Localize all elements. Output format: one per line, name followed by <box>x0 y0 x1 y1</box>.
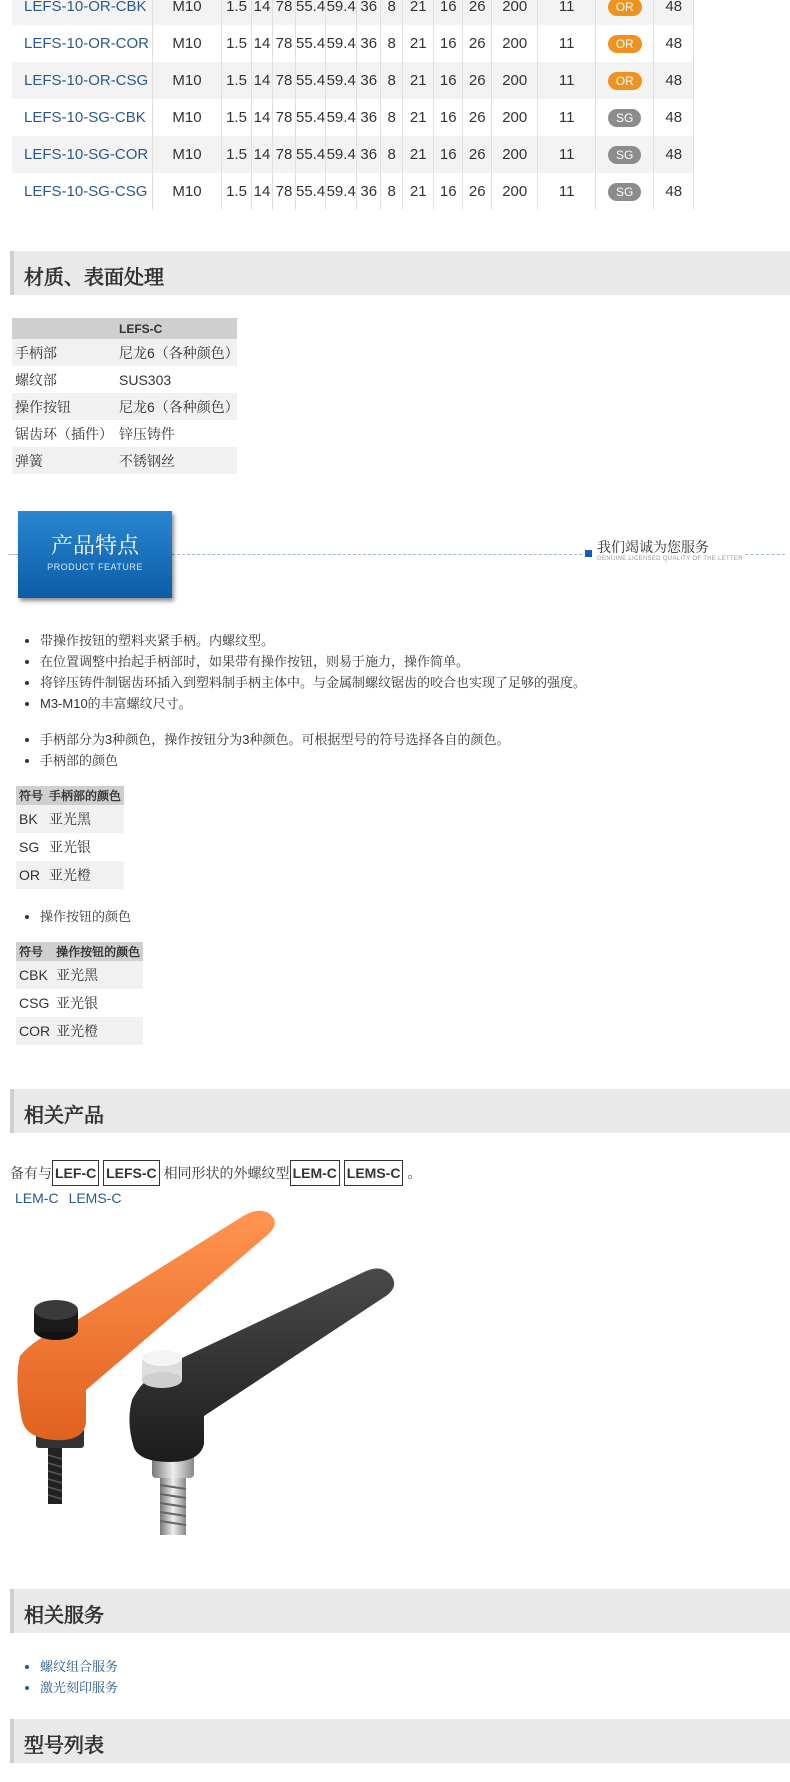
table-cell: 55.4 <box>296 173 326 210</box>
table-cell: 26 <box>463 173 492 210</box>
table-cell: 14 <box>252 99 273 136</box>
color-badge: SG <box>608 183 641 201</box>
color-badge: OR <box>608 72 642 90</box>
feature-list <box>10 906 131 927</box>
part-number-link[interactable]: LEFS-10-SG-CSG <box>12 173 153 210</box>
table-cell: 78 <box>273 173 296 210</box>
table-row: SG 亚光银 <box>16 833 124 861</box>
list-item: • 将锌压铸件制锯齿环插入到塑料制手柄主体中。与金属制螺纹锯齿的咬合也实现了足够的强度。 <box>40 672 586 693</box>
table-cell: 21 <box>403 99 434 136</box>
table-cell: 59.4 <box>326 62 357 99</box>
table-cell: 48 <box>654 136 694 173</box>
table-row <box>12 136 694 173</box>
table-cell: 11 <box>538 173 596 210</box>
table-cell: 1.5 <box>222 0 252 25</box>
table-cell: 55.4 <box>296 99 326 136</box>
table-cell: 21 <box>403 25 434 62</box>
table-cell: 36 <box>357 173 381 210</box>
table-cell: 26 <box>463 0 492 25</box>
table-cell: 14 <box>252 136 273 173</box>
table-cell: 55.4 <box>296 62 326 99</box>
table-cell: 48 <box>654 25 694 62</box>
table-cell: 55.4 <box>296 25 326 62</box>
table-cell: 78 <box>273 0 296 25</box>
table-cell: 14 <box>252 173 273 210</box>
services-list <box>10 1656 118 1698</box>
part-number-link[interactable]: LEFS-10-OR-CBK <box>12 0 153 25</box>
part-number-link[interactable]: LEFS-10-OR-COR <box>12 25 153 62</box>
color-badge: OR <box>608 0 642 16</box>
table-row: 锯齿环（插件） 锌压铸件 <box>12 420 237 447</box>
button-color-table: 符号 操作按钮的颜色 CBK 亚光黑 CSG 亚光银 COR 亚光橙 <box>16 942 143 1045</box>
table-cell: 200 <box>492 136 538 173</box>
table-cell: 200 <box>492 62 538 99</box>
table-cell: 16 <box>434 99 463 136</box>
table-cell: M10 <box>153 0 222 25</box>
table-cell: 48 <box>654 62 694 99</box>
table-row <box>12 62 694 99</box>
table-cell: 11 <box>538 0 596 25</box>
color-badge: SG <box>608 146 641 164</box>
product-photo <box>14 1210 434 1585</box>
table-cell: 21 <box>403 136 434 173</box>
table-cell: 59.4 <box>326 99 357 136</box>
table-cell: 11 <box>538 62 596 99</box>
table-cell: 8 <box>381 173 403 210</box>
table-row <box>12 0 694 25</box>
service-link-thread[interactable]: • 螺纹组合服务 <box>40 1656 118 1677</box>
section-title: 材质、表面处理 <box>24 267 164 289</box>
table-cell: 8 <box>381 25 403 62</box>
table-cell: 200 <box>492 0 538 25</box>
table-row: COR 亚光橙 <box>16 1017 143 1045</box>
list-item: • 手柄部分为3种颜色，操作按钮分为3种颜色。可根据型号的符号选择各自的颜色。 <box>40 729 509 750</box>
table-cell: 11 <box>538 25 596 62</box>
material-table <box>12 318 237 474</box>
table-cell: 1.5 <box>222 99 252 136</box>
table-cell: M10 <box>153 25 222 62</box>
table-row: CBK 亚光黑 <box>16 961 143 989</box>
table-cell: 55.4 <box>296 136 326 173</box>
table-cell: 36 <box>357 25 381 62</box>
feature-list <box>10 729 509 771</box>
table-cell: 48 <box>654 99 694 136</box>
color-badge: SG <box>608 109 641 127</box>
color-cell <box>596 25 654 62</box>
square-icon <box>585 550 592 557</box>
section-title: 相关服务 <box>24 1605 104 1627</box>
material-table-header: LEFS-C <box>116 318 237 339</box>
table-cell: M10 <box>153 173 222 210</box>
color-cell <box>596 62 654 99</box>
list-item: • M3-M10的丰富螺纹尺寸。 <box>40 693 586 714</box>
product-link-box[interactable]: LEF-C <box>52 1160 99 1186</box>
material-section-header <box>10 251 790 295</box>
table-row: 操作按钮 尼龙6（各种颜色） <box>12 393 237 420</box>
table-cell: 16 <box>434 25 463 62</box>
table-cell: 8 <box>381 136 403 173</box>
table-cell: 8 <box>381 0 403 25</box>
list-item: • 手柄部的颜色 <box>40 750 509 771</box>
table-cell: 78 <box>273 99 296 136</box>
table-cell: 36 <box>357 62 381 99</box>
table-cell: 8 <box>381 62 403 99</box>
table-row: BK 亚光黑 <box>16 805 124 833</box>
spec-table <box>12 0 694 210</box>
table-cell: 200 <box>492 99 538 136</box>
table-cell: 11 <box>538 99 596 136</box>
related-text: 备有与 LEF-C LEFS-C 相同形状的外螺纹型 LEM-C LEMS-C 。 <box>10 1160 421 1186</box>
section-title: 相关产品 <box>24 1105 104 1127</box>
table-cell: M10 <box>153 62 222 99</box>
table-cell: 16 <box>434 173 463 210</box>
service-link-laser[interactable]: • 激光刻印服务 <box>40 1677 118 1698</box>
list-item: • 操作按钮的颜色 <box>40 906 131 927</box>
divider <box>172 554 582 555</box>
table-cell: 16 <box>434 136 463 173</box>
link-lem-c[interactable]: LEM-C <box>15 1190 59 1206</box>
table-cell: 59.4 <box>326 25 357 62</box>
table-cell: 21 <box>403 173 434 210</box>
table-row: OR 亚光橙 <box>16 861 124 889</box>
table-cell: 14 <box>252 0 273 25</box>
service-subtext: GENUINE LICENSED QUALITY OF THE LETTER <box>597 556 743 562</box>
table-cell: 48 <box>654 0 694 25</box>
part-number-link[interactable]: LEFS-10-SG-COR <box>12 136 153 173</box>
table-cell: M10 <box>153 136 222 173</box>
table-cell: M10 <box>153 99 222 136</box>
table-row: CSG 亚光银 <box>16 989 143 1017</box>
color-cell <box>596 0 654 25</box>
color-cell <box>596 99 654 136</box>
table-row <box>12 99 694 136</box>
table-cell: 200 <box>492 173 538 210</box>
table-cell: 26 <box>463 99 492 136</box>
table-cell: 26 <box>463 136 492 173</box>
table-cell: 36 <box>357 136 381 173</box>
table-cell: 16 <box>434 62 463 99</box>
related-section-header <box>10 1089 790 1133</box>
table-row: 螺纹部 SUS303 <box>12 366 237 393</box>
divider <box>745 554 785 555</box>
table-row: 手柄部 尼龙6（各种颜色） <box>12 339 237 366</box>
color-cell <box>596 173 654 210</box>
table-cell: 26 <box>463 25 492 62</box>
table-cell: 16 <box>434 0 463 25</box>
table-cell: 14 <box>252 25 273 62</box>
link-lems-c[interactable]: LEMS-C <box>68 1190 122 1206</box>
banner-title: 产品特点 <box>50 533 139 558</box>
table-cell: 36 <box>357 99 381 136</box>
table-row: 弹簧 不锈钢丝 <box>12 447 237 474</box>
table-cell: 26 <box>463 62 492 99</box>
table-cell: 55.4 <box>296 0 326 25</box>
services-section-header <box>10 1589 790 1633</box>
table-cell: 36 <box>357 0 381 25</box>
table-cell: 14 <box>252 62 273 99</box>
color-badge: OR <box>608 35 642 53</box>
table-cell: 200 <box>492 25 538 62</box>
product-link-box[interactable]: LEM-C <box>290 1160 340 1186</box>
table-cell: 8 <box>381 99 403 136</box>
table-cell: 48 <box>654 173 694 210</box>
table-cell: 59.4 <box>326 173 357 210</box>
banner-subtitle: PRODUCT FEATURE <box>47 562 143 572</box>
table-cell: 1.5 <box>222 136 252 173</box>
section-title: 型号列表 <box>24 1735 104 1757</box>
table-cell: 21 <box>403 62 434 99</box>
feature-list <box>10 630 586 714</box>
table-cell: 59.4 <box>326 0 357 25</box>
part-number-link[interactable]: LEFS-10-OR-CSG <box>12 62 153 99</box>
list-item: • 带操作按钮的塑料夹紧手柄。内螺纹型。 <box>40 630 586 651</box>
product-feature-banner <box>18 511 172 598</box>
table-cell: 59.4 <box>326 136 357 173</box>
model-list-section-header <box>10 1719 790 1763</box>
table-cell: 21 <box>403 0 434 25</box>
table-cell: 78 <box>273 62 296 99</box>
list-item: • 在位置调整中抬起手柄部时，如果带有操作按钮，则易于施力，操作简单。 <box>40 651 586 672</box>
divider <box>8 554 18 555</box>
table-cell: 78 <box>273 25 296 62</box>
table-cell: 1.5 <box>222 173 252 210</box>
color-cell <box>596 136 654 173</box>
product-link-box[interactable]: LEFS-C <box>103 1160 160 1186</box>
table-cell: 78 <box>273 136 296 173</box>
table-row <box>12 173 694 210</box>
handle-color-table: 符号 手柄部的颜色 BK 亚光黑 SG 亚光银 OR 亚光橙 <box>16 786 124 889</box>
part-number-link[interactable]: LEFS-10-SG-CBK <box>12 99 153 136</box>
table-cell: 11 <box>538 136 596 173</box>
table-cell: 1.5 <box>222 25 252 62</box>
related-links <box>15 1190 131 1206</box>
table-cell: 1.5 <box>222 62 252 99</box>
service-text: 我们竭诚为您服务 <box>597 539 709 555</box>
product-link-box[interactable]: LEMS-C <box>344 1160 404 1186</box>
table-row <box>12 25 694 62</box>
